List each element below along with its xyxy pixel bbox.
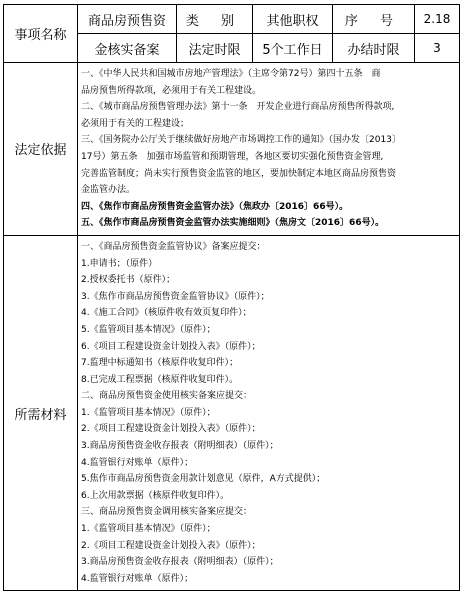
sequence-value: 2.18 (415, 5, 460, 34)
item-name-value-line1: 商品房预售资 (78, 5, 177, 34)
legal-basis-line: 必须用于有关的工程建设； (81, 118, 190, 129)
materials-line: 6.《项目工程建设资金计划投入表》（原件）； (81, 341, 261, 352)
legal-time-limit-value: 5个工作日 (253, 34, 333, 63)
materials-line: 5.焦作市商品房预售资金用款计划意见（原件，A方式提供）； (81, 474, 326, 485)
materials-line: 1.申请书；（原件） (81, 258, 158, 269)
materials-line: 3.《焦作市商品房预售资金监管协议》（原件）； (81, 291, 270, 302)
legal-basis-line: 金监管办法。 (81, 185, 136, 196)
materials-line: 1.《监管项目基本情况》（原件）； (81, 407, 216, 418)
materials-line: 6.上次用款票据（核原件收复印件）。 (81, 490, 230, 501)
legal-basis-content (78, 63, 460, 236)
item-name-label: 事项名称 (4, 5, 78, 63)
item-name-value-line2: 金核实备案 (78, 34, 177, 63)
legal-basis-line: 二、《城市商品房预售管理办法》第十一条 开发企业进行商品房预售所得款项, (81, 102, 395, 113)
completion-time-limit-label: 办结时限 (333, 34, 415, 63)
materials-content (78, 235, 460, 590)
legal-basis-line: 品房预售所得款项，必须用于有关工程建设。 (81, 85, 262, 96)
legal-basis-line: 五、《焦作市商品房预售资金监管办法实施细则》（焦房文〔2016〕66号）。 (81, 218, 385, 229)
materials-line: 4.监管银行对账单（原件）； (81, 573, 194, 584)
materials-line: 三、商品房预售资金调用核实备案应提交： (81, 507, 253, 518)
materials-line: 4.监管银行对账单（原件）； (81, 457, 194, 468)
materials-line: 2.授权委托书（原件）； (81, 275, 176, 286)
category-label: 类 别 (177, 5, 253, 34)
materials-line: 7.监理中标通知书（核原件收复印件）； (81, 358, 239, 369)
materials-line: 2.《项目工程建设资金计划投入表》（原件）； (81, 540, 261, 551)
legal-basis-line: 三、《国务院办公厅关于继续做好房地产市场调控工作的通知》（国办发〔2013〕 (81, 135, 401, 146)
legal-basis-line: 17号）第五条 加强市场监管和预期管理，各地区要切实强化预售资金管理, (81, 151, 384, 162)
sequence-label: 序 号 (333, 5, 415, 34)
legal-basis-line: 四、《焦作市商品房预售资金监管办法》（焦政办〔2016〕66号）。 (81, 201, 349, 212)
materials-line: 2.《项目工程建设资金计划投入表》（原件）； (81, 424, 261, 435)
category-value: 其他职权 (253, 5, 333, 34)
completion-time-limit-value: 3 (415, 34, 460, 63)
materials-line: 4.《施工合同》（核原件收有效页复印件）； (81, 308, 252, 319)
materials-label: 所需材料 (4, 235, 78, 590)
materials-line: 5.《监管项目基本情况》（原件）； (81, 324, 216, 335)
materials-line: 3.商品房预售资金收存报表（附明细表）（原件）； (81, 557, 279, 568)
materials-line: 二、商品房预售资金使用核实备案应提交： (81, 391, 253, 402)
materials-line: 3.商品房预售资金收存报表（附明细表）（原件）； (81, 441, 279, 452)
service-item-table (3, 4, 460, 591)
legal-basis-line: 完善监管制度；尚未实行预售资金监管的地区，要加快制定本地区商品房预售资 (81, 168, 397, 179)
materials-line: 一、《商品房预售资金监管协议》备案应提交： (81, 241, 266, 252)
legal-basis-line: 一、《中华人民共和国城市房地产管理法》（主席令第72号）第四十五条 商 (81, 69, 381, 79)
materials-line: 1.《监管项目基本情况》（原件）； (81, 524, 216, 535)
materials-line: 8.已完成工程票据（核原件收复印件）。 (81, 374, 239, 385)
legal-time-limit-label: 法定时限 (177, 34, 253, 63)
legal-basis-label: 法定依据 (4, 63, 78, 236)
